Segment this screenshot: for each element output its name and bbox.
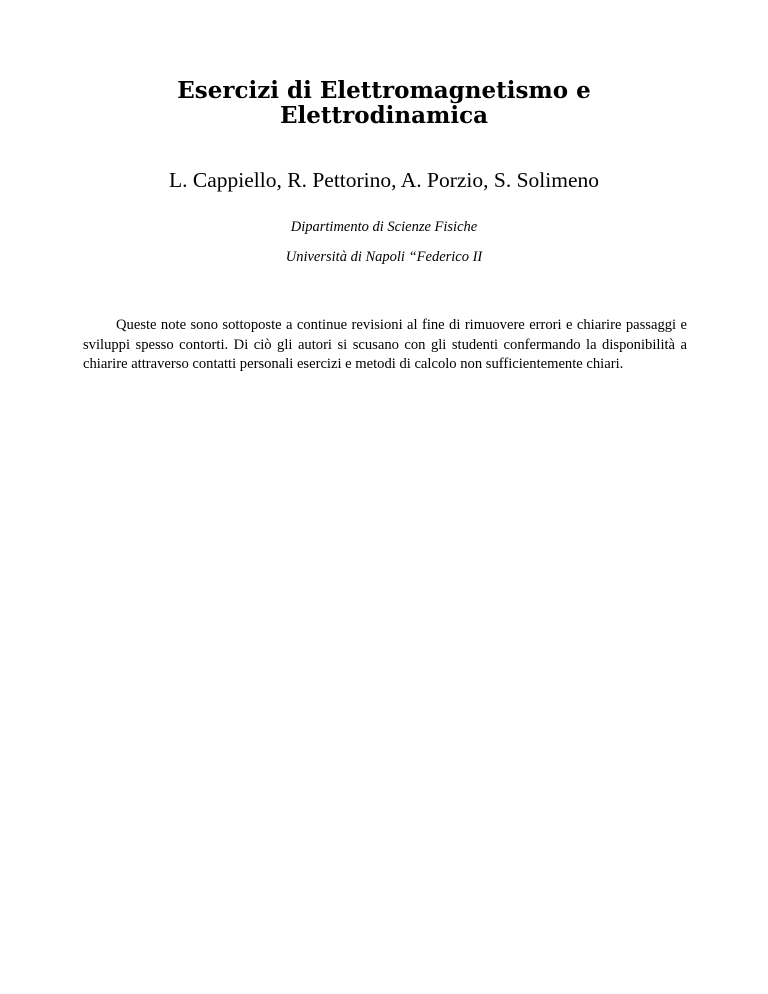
department-affiliation: Dipartimento di Scienze Fisiche xyxy=(290,219,478,235)
abstract-paragraph: Queste note sono sottoposte a continue revisioni al fine di rimuovere errori e chiarire passaggi e sviluppi spesso contorti. Di ciò gli autori si scusano con gli studenti confermando la disponibilità a chiarire attraverso contatti personali esercizi e metodi di calcolo non sufficientemente chiari. xyxy=(83,317,687,372)
title-line-1: Esercizi di Elettromagnetismo e xyxy=(177,77,591,104)
title-line-2: Elettrodinamica xyxy=(279,102,489,129)
university-affiliation: Università di Napoli “Federico II xyxy=(285,249,483,265)
author-list: L. Cappiello, R. Pettorino, A. Porzio, S. Solimeno xyxy=(169,168,599,192)
document-title xyxy=(0,78,768,128)
